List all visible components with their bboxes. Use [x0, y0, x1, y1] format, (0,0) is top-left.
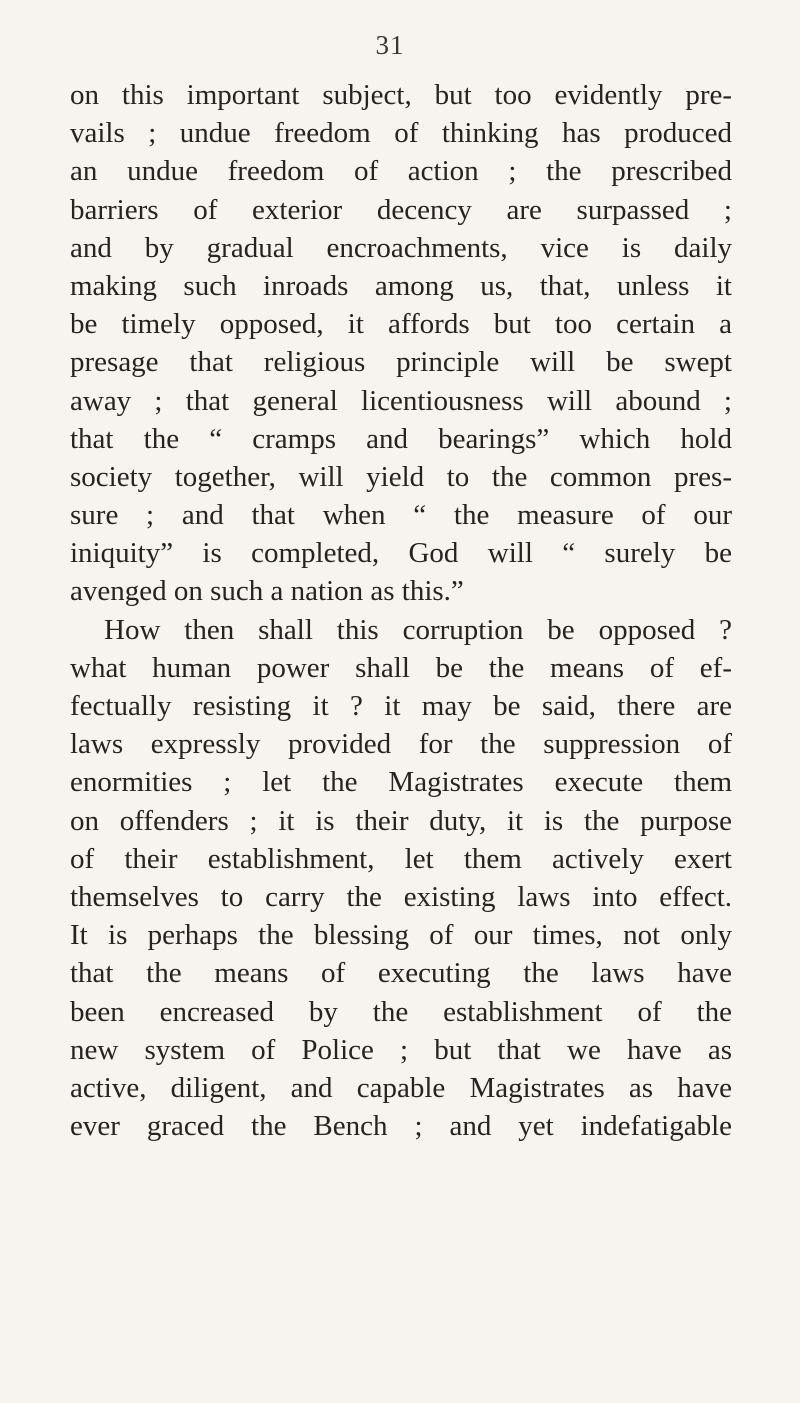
text-line: themselves to carry the existing laws into effect.	[70, 880, 732, 913]
text-line: It is perhaps the blessing of our times, not only	[70, 919, 732, 952]
text-line: How then shall this corruption be opposed ?	[104, 613, 732, 646]
text-line: and by gradual encroachments, vice is daily	[70, 231, 732, 264]
text-line: sure ; and that when “ the measure of our	[70, 499, 732, 532]
text-line: on this important subject, but too evidently pre-	[70, 79, 732, 111]
text-line: that the means of executing the laws have	[70, 957, 732, 990]
text-line: what human power shall be the means of ef-	[70, 651, 732, 684]
text-line: be timely opposed, it affords but too certain a	[70, 308, 732, 341]
body-text	[70, 76, 732, 1145]
text-line: ever graced the Bench ; and yet indefatigable	[70, 1110, 732, 1143]
text-line: that the “ cramps and bearings” which hold	[70, 422, 732, 455]
text-line: iniquity” is completed, God will “ surely be	[70, 537, 732, 570]
text-line: society together, will yield to the common pres-	[70, 460, 732, 493]
text-line: avenged on such a nation as this.”	[70, 575, 464, 608]
text-line: an undue freedom of action ; the prescribed	[70, 155, 732, 188]
text-line: making such inroads among us, that, unless it	[70, 269, 732, 302]
text-line: presage that religious principle will be swept	[70, 346, 732, 379]
text-line: fectually resisting it ? it may be said, there are	[70, 690, 732, 722]
text-line: barriers of exterior decency are surpassed ;	[70, 193, 732, 226]
page-number: 31	[375, 30, 405, 60]
text-line: away ; that general licentiousness will abound ;	[70, 384, 732, 417]
text-line: of their establishment, let them actively exert	[70, 842, 732, 875]
text-line: active, diligent, and capable Magistrates as have	[70, 1071, 732, 1104]
text-line: new system of Police ; but that we have as	[70, 1033, 732, 1066]
text-line: on offenders ; it is their duty, it is the purpose	[70, 804, 732, 837]
text-line: been encreased by the establishment of the	[70, 995, 732, 1028]
text-line: laws expressly provided for the suppression of	[70, 728, 732, 761]
text-line: vails ; undue freedom of thinking has produced	[70, 117, 732, 150]
text-line: enormities ; let the Magistrates execute them	[70, 766, 732, 799]
